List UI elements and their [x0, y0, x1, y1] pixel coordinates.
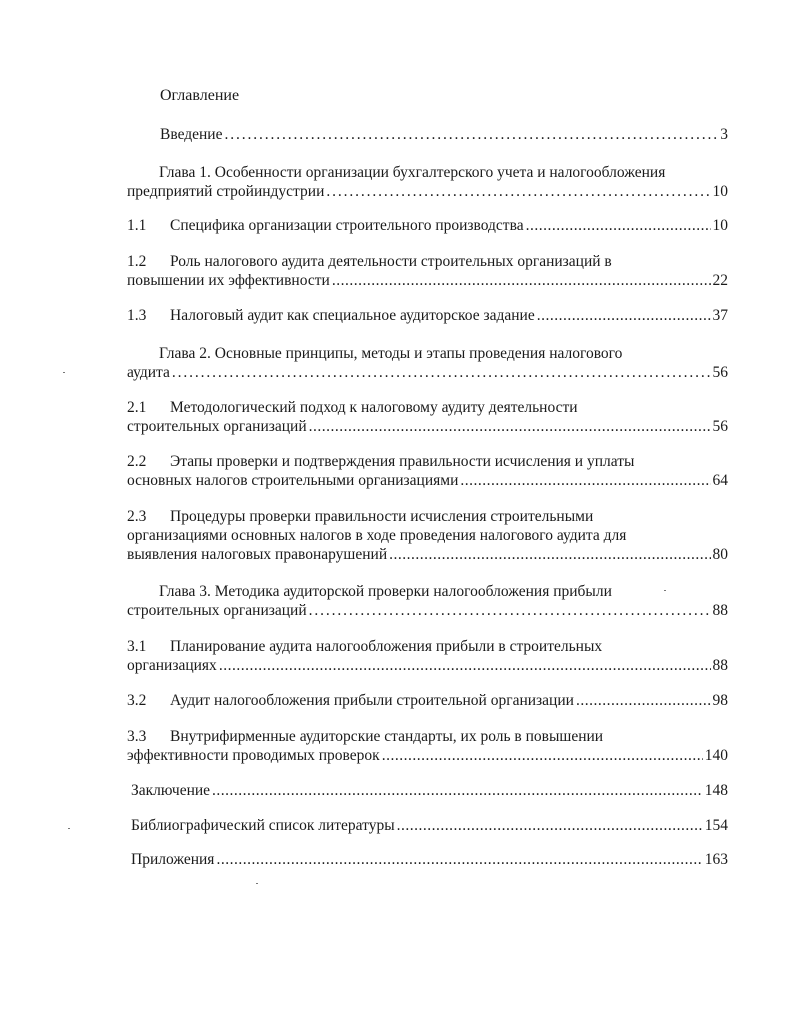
toc-entry-1-3 [127, 306, 728, 325]
toc-page-number: 10 [712, 217, 728, 234]
dot-leader [216, 850, 702, 869]
scan-speck [256, 883, 258, 884]
toc-title: Заключение [131, 782, 211, 799]
toc-entry-3-1 [127, 637, 728, 675]
dot-leader [526, 216, 711, 235]
toc-entry-chapter-3 [127, 582, 728, 620]
toc-page-number: 154 [704, 817, 728, 834]
toc-title-continued: аудита [127, 364, 170, 381]
toc-title-continued: повышении их эффективности [127, 272, 330, 289]
toc-page-number: 163 [704, 851, 728, 868]
toc-entry-chapter-2 [127, 344, 728, 382]
dot-leader [397, 816, 703, 835]
toc-title: Процедуры проверки правильности исчисления строительными [170, 508, 594, 525]
dot-leader [172, 363, 711, 382]
toc-entry-3-2 [127, 691, 728, 710]
toc-page-number: 56 [712, 418, 728, 435]
toc-title: Глава 1. Особенности организации бухгалтерского учета и налогообложения [159, 164, 666, 181]
toc-title-continued: эффективности проводимых проверок [127, 747, 380, 764]
dot-leader [537, 306, 711, 325]
toc-entry-intro [160, 125, 728, 144]
toc-title: Этапы проверки и подтверждения правильности исчисления и уплаты [170, 453, 635, 470]
toc-page-number: 37 [712, 307, 728, 324]
toc-page-number: 10 [712, 183, 728, 200]
toc-title: Глава 2. Основные принципы, методы и этапы проведения налогового [159, 345, 623, 362]
dot-leader [224, 125, 718, 144]
toc-entry-bibliography [131, 816, 728, 835]
toc-entry-2-2 [127, 452, 728, 490]
toc-title-continued: организациях [127, 657, 217, 674]
toc-title-continued: строительных организаций [127, 602, 307, 619]
toc-page-number: 80 [712, 546, 728, 563]
toc-title: Методологический подход к налоговому аудиту деятельности [170, 399, 578, 416]
toc-page-number: 22 [712, 272, 728, 289]
dot-leader [219, 656, 711, 675]
page-title: Оглавление [160, 87, 240, 104]
toc-title: Внутрифирменные аудиторские стандарты, их роль в повышении [170, 728, 604, 745]
toc-page-number: 3 [720, 126, 728, 143]
toc-entry-chapter-1 [127, 163, 728, 201]
toc-title: Планирование аудита налогообложения прибыли в строительных [170, 638, 603, 655]
section-number: 1.2 [127, 253, 147, 270]
scan-speck [63, 372, 65, 373]
toc-entry-conclusion [131, 781, 728, 800]
dot-leader [309, 417, 711, 436]
toc-page-number: 98 [712, 692, 728, 709]
scan-speck [68, 828, 70, 829]
toc-title: Приложения [131, 851, 215, 868]
section-number: 2.1 [127, 399, 147, 416]
section-number: 1.1 [127, 217, 147, 234]
dot-leader [332, 271, 711, 290]
section-number: 2.2 [127, 453, 147, 470]
toc-entry-1-2 [127, 252, 728, 290]
dot-leader [326, 182, 710, 201]
dot-leader [576, 691, 711, 710]
toc-title-continued: организациями основных налогов в ходе проведения налогового аудита для [127, 527, 627, 544]
toc-title-continued: выявления налоговых правонарушений [127, 546, 388, 563]
toc-title: Роль налогового аудита деятельности строительных организаций в [170, 253, 612, 270]
toc-title-continued: основных налогов строительными организациями [127, 472, 459, 489]
section-number: 2.3 [127, 508, 147, 525]
toc-title: Налоговый аудит как специальное аудиторское задание [170, 307, 535, 324]
dot-leader [212, 781, 703, 800]
section-number: 3.2 [127, 692, 147, 709]
toc-page-number: 64 [712, 472, 728, 489]
dot-leader [382, 746, 703, 765]
toc-page-number: 148 [704, 782, 728, 799]
dot-leader [460, 471, 710, 490]
toc-title: Библиографический список литературы [131, 817, 395, 834]
section-number: 3.3 [127, 728, 147, 745]
scan-speck [664, 590, 666, 591]
toc-entry-3-3 [127, 727, 728, 765]
toc-title: Введение [160, 126, 223, 143]
toc-title: Аудит налогообложения прибыли строительной организации [170, 692, 574, 709]
toc-entry-2-3 [127, 507, 728, 564]
toc-page-number: 88 [712, 602, 728, 619]
toc-page-number: 56 [712, 364, 728, 381]
toc-title-continued: строительных организаций [127, 418, 307, 435]
section-number: 3.1 [127, 638, 147, 655]
section-number: 1.3 [127, 307, 147, 324]
toc-entry-1-1 [127, 216, 728, 235]
toc-title: Глава 3. Методика аудиторской проверки налогообложения прибыли [159, 583, 612, 600]
toc-title-continued: предприятий стройиндустрии [127, 183, 325, 200]
toc-entry-2-1 [127, 398, 728, 436]
dot-leader [309, 601, 711, 620]
dot-leader [389, 545, 710, 564]
toc-page-number: 88 [712, 657, 728, 674]
toc-entry-appendices [131, 850, 728, 869]
toc-title: Специфика организации строительного производства [170, 217, 524, 234]
toc-page-number: 140 [704, 747, 728, 764]
